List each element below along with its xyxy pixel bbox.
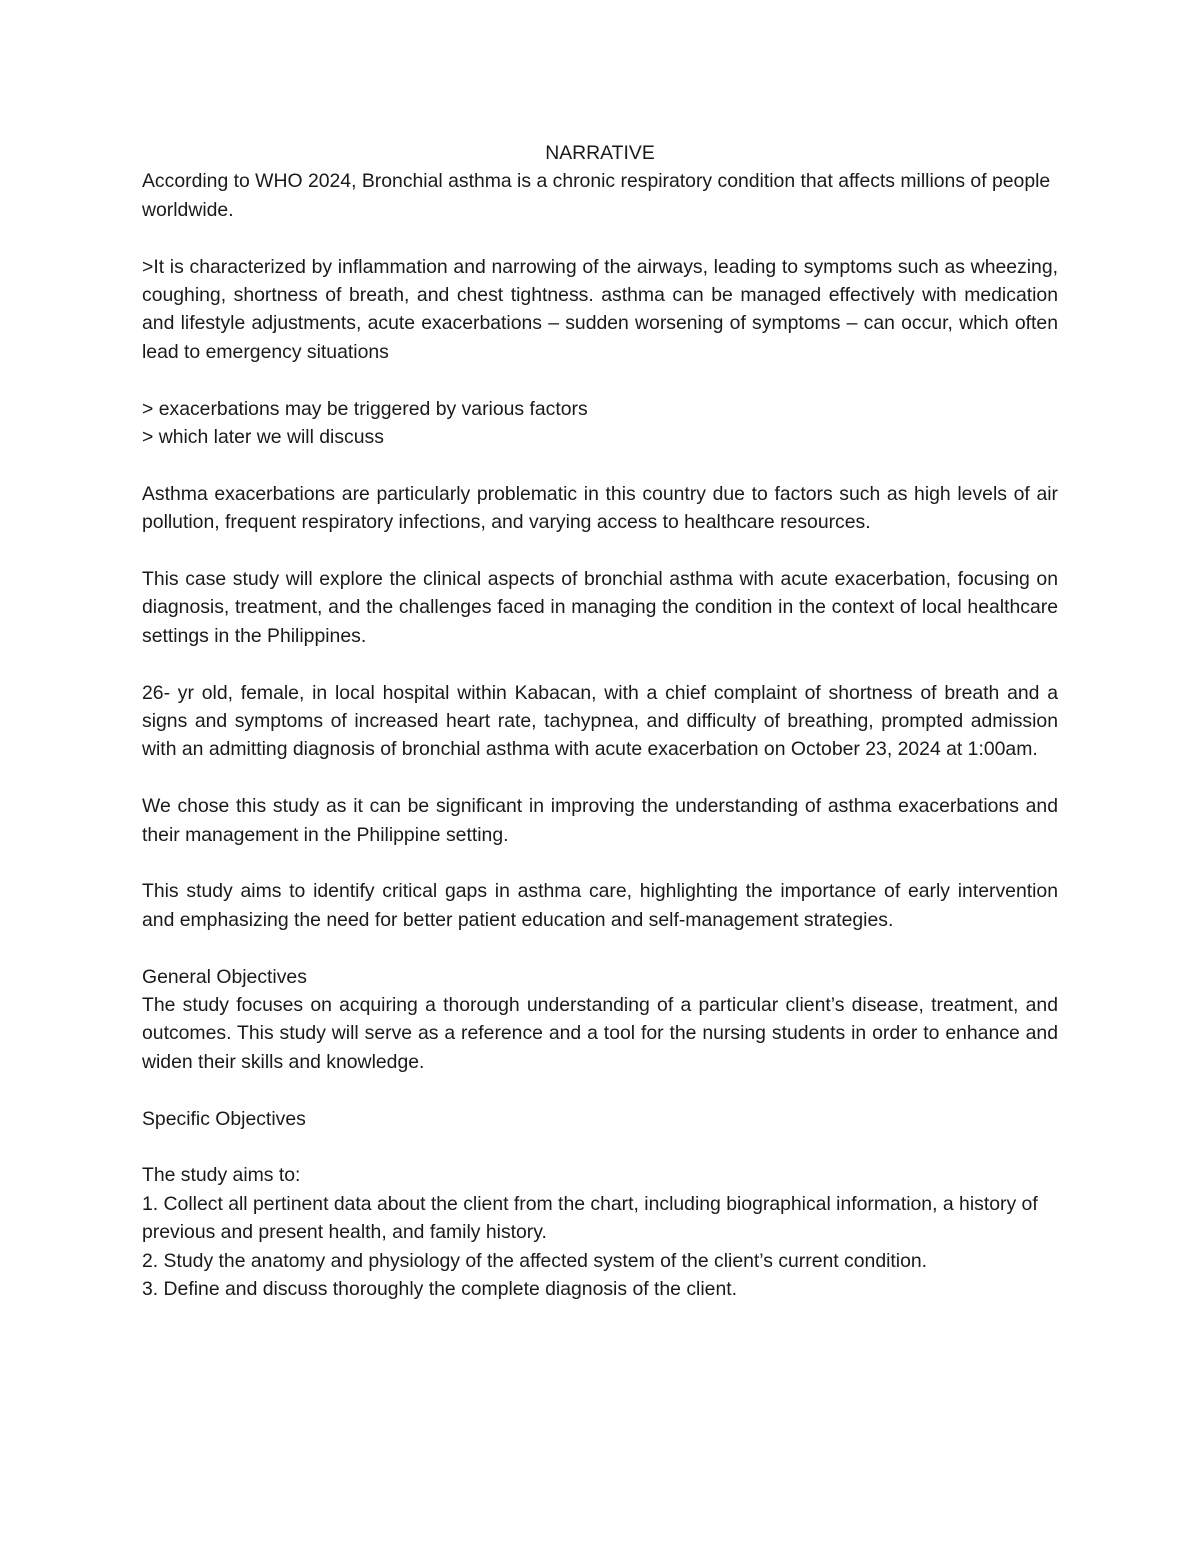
- paragraph-spacer: [142, 1133, 1058, 1161]
- paragraph-spacer: [142, 934, 1058, 962]
- problematic-paragraph: Asthma exacerbations are particularly problematic in this country due to factors such as high levels of air pollution, frequent respiratory infections, and varying access to healthcare resources.: [142, 482, 1058, 534]
- specific-objectives-heading: Specific Objectives: [142, 1107, 306, 1130]
- document-title: NARRATIVE: [545, 142, 655, 164]
- paragraph-spacer: [142, 650, 1058, 678]
- objective-item: 1. Collect all pertinent data about the client from the chart, including biographical information, a history of previous and present health, and family history.: [142, 1192, 1038, 1244]
- chose-paragraph: We chose this study as it can be significant in improving the understanding of asthma exacerbations and their management in the Philippine setting.: [142, 795, 1058, 846]
- paragraph-spacer: [142, 849, 1058, 877]
- bullet-line: > which later we will discuss: [142, 426, 384, 449]
- explore-paragraph: This case study will explore the clinical aspects of bronchial asthma with acute exacerbation, focusing on diagnosis, treatment, and the challenges faced in managing the condition in the context of local healthcare settings in the Philippines.: [142, 568, 1058, 647]
- paragraph-spacer: [142, 537, 1058, 565]
- bullet-line: > exacerbations may be triggered by various factors: [142, 397, 588, 420]
- objective-item: 2. Study the anatomy and physiology of the affected system of the client’s current condition.: [142, 1249, 928, 1272]
- aims-paragraph: This study aims to identify critical gaps in asthma care, highlighting the importance of early intervention and emphasizing the need for better patient education and self-management strategies.: [142, 880, 1058, 931]
- paragraph-spacer: [142, 764, 1058, 792]
- objective-item: 3. Define and discuss thoroughly the complete diagnosis of the client.: [142, 1278, 738, 1301]
- paragraph-spacer: [142, 224, 1058, 252]
- paragraph-spacer: [142, 451, 1058, 479]
- intro-paragraph: According to WHO 2024, Bronchial asthma is a chronic respiratory condition that affects millions of people worldwide.: [142, 170, 1051, 221]
- paragraph-spacer: [142, 1076, 1058, 1104]
- document-body: [142, 139, 1058, 1304]
- study-aims-label: The study aims to:: [142, 1164, 301, 1187]
- general-objectives-text: The study focuses on acquiring a thorough understanding of a particular client’s disease, treatment, and outcomes. This study will serve as a reference and a tool for the nursing students in order to enhance and widen their skills and knowledge.: [142, 994, 1058, 1073]
- patient-paragraph: 26- yr old, female, in local hospital within Kabacan, with a chief complaint of shortness of breath and a signs and symptoms of increased heart rate, tachypnea, and difficulty of breathing, prompted admission with an admitting diagnosis of bronchial asthma with acute exacerbation on October 23, 2024 at 1:00am.: [142, 681, 1058, 761]
- paragraph-spacer: [142, 366, 1058, 394]
- general-objectives-heading: General Objectives: [142, 965, 307, 988]
- characterized-paragraph: >It is characterized by inflammation and narrowing of the airways, leading to symptoms such as wheezing, coughing, shortness of breath, and chest tightness. asthma can be managed effectively with medication and lifestyle adjustments, acute exacerbations – sudden worsening of symptoms – can occur, which often lead to emergency situations: [142, 255, 1058, 363]
